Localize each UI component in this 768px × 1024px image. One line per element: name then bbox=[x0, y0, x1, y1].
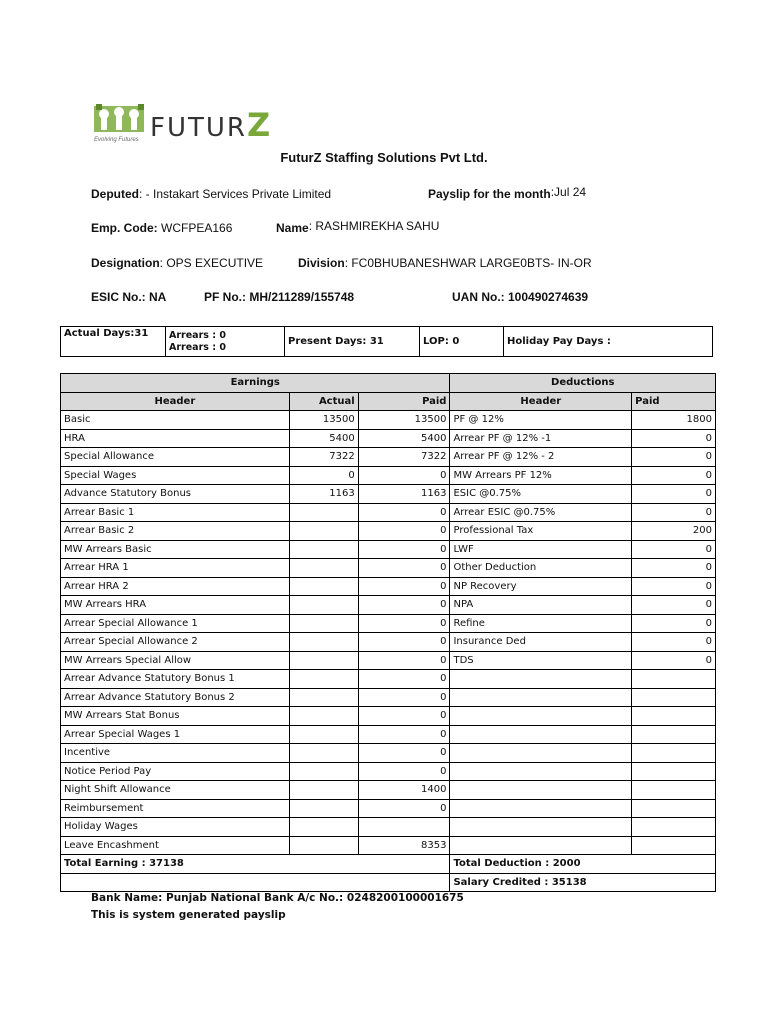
earning-paid: 1400 bbox=[358, 781, 450, 800]
table-row bbox=[61, 707, 716, 726]
table-row bbox=[61, 577, 716, 596]
actual-col: Actual bbox=[289, 392, 358, 411]
deduction-name bbox=[450, 707, 632, 726]
lop: LOP: 0 bbox=[420, 327, 504, 357]
earning-paid: 0 bbox=[358, 651, 450, 670]
deduction-name bbox=[450, 744, 632, 763]
earning-paid: 0 bbox=[358, 799, 450, 818]
company-logo bbox=[92, 100, 273, 146]
table-row bbox=[61, 429, 716, 448]
table-row bbox=[61, 836, 716, 855]
earning-name: Arrear HRA 2 bbox=[61, 577, 290, 596]
bank-details: Bank Name: Punjab National Bank A/c No.: 0248200100001675 bbox=[91, 892, 464, 904]
earning-actual bbox=[289, 522, 358, 541]
deduction-name bbox=[450, 688, 632, 707]
designation-line bbox=[91, 256, 263, 270]
earning-actual bbox=[289, 503, 358, 522]
name-value: : RASHMIREKHA SAHU bbox=[308, 219, 440, 233]
logo-wordmark: FUTURZ bbox=[150, 106, 273, 144]
earning-name: Arrear Advance Statutory Bonus 2 bbox=[61, 688, 290, 707]
deduction-paid: 0 bbox=[632, 633, 716, 652]
earning-paid: 0 bbox=[358, 614, 450, 633]
table-row bbox=[61, 781, 716, 800]
deduction-paid bbox=[632, 670, 716, 689]
earning-actual bbox=[289, 836, 358, 855]
paid-col: Paid bbox=[358, 392, 450, 411]
deduction-name: Arrear PF @ 12% -1 bbox=[450, 429, 632, 448]
deduction-name: TDS bbox=[450, 651, 632, 670]
deduction-paid: 0 bbox=[632, 596, 716, 615]
holiday-pay-days: Holiday Pay Days : bbox=[504, 327, 713, 357]
table-row bbox=[61, 725, 716, 744]
earning-actual bbox=[289, 540, 358, 559]
attendance-table bbox=[60, 326, 713, 357]
deduction-name: PF @ 12% bbox=[450, 411, 632, 430]
earning-actual: 0 bbox=[289, 466, 358, 485]
deduction-paid: 0 bbox=[632, 466, 716, 485]
payslip-month-label: Payslip for the month bbox=[428, 187, 551, 201]
present-days: Present Days: 31 bbox=[285, 327, 420, 357]
table-row bbox=[61, 799, 716, 818]
deduction-paid: 200 bbox=[632, 522, 716, 541]
deduction-paid: 0 bbox=[632, 540, 716, 559]
deduction-paid: 0 bbox=[632, 429, 716, 448]
earning-actual: 5400 bbox=[289, 429, 358, 448]
earning-paid: 8353 bbox=[358, 836, 450, 855]
earning-paid: 0 bbox=[358, 707, 450, 726]
arrears-value-2: Arrears : 0 bbox=[169, 341, 226, 353]
earning-actual bbox=[289, 577, 358, 596]
earning-paid: 0 bbox=[358, 725, 450, 744]
earning-name: Arrear Advance Statutory Bonus 1 bbox=[61, 670, 290, 689]
earning-name: MW Arrears HRA bbox=[61, 596, 290, 615]
earning-paid bbox=[358, 818, 450, 837]
earning-actual bbox=[289, 818, 358, 837]
table-row bbox=[61, 411, 716, 430]
deduction-name bbox=[450, 818, 632, 837]
table-row bbox=[61, 670, 716, 689]
hands-logo-icon bbox=[92, 100, 148, 138]
earning-name: Notice Period Pay bbox=[61, 762, 290, 781]
deduction-name: NP Recovery bbox=[450, 577, 632, 596]
earning-name: Special Wages bbox=[61, 466, 290, 485]
earning-actual: 1163 bbox=[289, 485, 358, 504]
deduction-paid-col: Paid bbox=[632, 392, 716, 411]
earning-actual: 13500 bbox=[289, 411, 358, 430]
payslip-month-value: :Jul 24 bbox=[550, 185, 587, 199]
earning-actual bbox=[289, 707, 358, 726]
earning-actual bbox=[289, 781, 358, 800]
table-row bbox=[61, 633, 716, 652]
deduction-paid: 0 bbox=[632, 577, 716, 596]
earning-name: HRA bbox=[61, 429, 290, 448]
earning-paid: 0 bbox=[358, 670, 450, 689]
earning-paid: 0 bbox=[358, 466, 450, 485]
deductions-header-col: Header bbox=[450, 392, 632, 411]
table-row bbox=[61, 744, 716, 763]
earning-paid: 5400 bbox=[358, 429, 450, 448]
earning-actual bbox=[289, 762, 358, 781]
earning-actual bbox=[289, 614, 358, 633]
earning-name: Incentive bbox=[61, 744, 290, 763]
earning-name: Arrear HRA 1 bbox=[61, 559, 290, 578]
table-row bbox=[61, 688, 716, 707]
deduction-name: Arrear PF @ 12% - 2 bbox=[450, 448, 632, 467]
table-row bbox=[61, 448, 716, 467]
earning-paid: 0 bbox=[358, 577, 450, 596]
deduction-paid bbox=[632, 688, 716, 707]
table-row bbox=[61, 614, 716, 633]
deduction-paid bbox=[632, 762, 716, 781]
deduction-name bbox=[450, 799, 632, 818]
earning-paid: 0 bbox=[358, 559, 450, 578]
earning-name: Arrear Special Allowance 1 bbox=[61, 614, 290, 633]
earning-actual bbox=[289, 799, 358, 818]
earning-name: Arrear Basic 2 bbox=[61, 522, 290, 541]
total-deduction: Total Deduction : 2000 bbox=[450, 855, 716, 874]
deduction-paid: 0 bbox=[632, 651, 716, 670]
deduction-paid bbox=[632, 836, 716, 855]
table-row bbox=[61, 596, 716, 615]
deduction-paid bbox=[632, 818, 716, 837]
deduction-name bbox=[450, 670, 632, 689]
earning-name: Reimbursement bbox=[61, 799, 290, 818]
uan-number: UAN No.: 100490274639 bbox=[452, 290, 589, 304]
table-row bbox=[61, 559, 716, 578]
earning-paid: 0 bbox=[358, 540, 450, 559]
emp-code-value: WCFPEA166 bbox=[157, 221, 233, 235]
earning-actual bbox=[289, 725, 358, 744]
earning-name: Leave Encashment bbox=[61, 836, 290, 855]
deduction-paid: 1800 bbox=[632, 411, 716, 430]
earning-actual: 7322 bbox=[289, 448, 358, 467]
emp-code-line bbox=[91, 221, 232, 235]
earning-actual bbox=[289, 688, 358, 707]
deduction-paid: 0 bbox=[632, 503, 716, 522]
deduction-name bbox=[450, 762, 632, 781]
earning-name: Advance Statutory Bonus bbox=[61, 485, 290, 504]
deduction-paid bbox=[632, 744, 716, 763]
earning-name: Special Allowance bbox=[61, 448, 290, 467]
division-line bbox=[298, 256, 592, 270]
deduction-name bbox=[450, 836, 632, 855]
earning-actual bbox=[289, 651, 358, 670]
deduction-name: LWF bbox=[450, 540, 632, 559]
table-row bbox=[61, 522, 716, 541]
deputed-label: Deputed bbox=[91, 187, 139, 201]
earning-paid: 0 bbox=[358, 762, 450, 781]
actual-days: Actual Days:31 bbox=[61, 327, 166, 357]
logo-tagline: Evolving Futures bbox=[94, 137, 139, 143]
designation-value: : OPS EXECUTIVE bbox=[159, 256, 264, 270]
deductions-title: Deductions bbox=[450, 374, 716, 393]
division-label: Division bbox=[298, 256, 345, 270]
division-value: : FC0BHUBANESHWAR LARGE0BTS- IN-OR bbox=[344, 256, 592, 270]
earning-actual bbox=[289, 596, 358, 615]
table-row bbox=[61, 762, 716, 781]
earning-actual bbox=[289, 744, 358, 763]
table-row bbox=[61, 503, 716, 522]
earning-name: Arrear Special Wages 1 bbox=[61, 725, 290, 744]
earning-paid: 7322 bbox=[358, 448, 450, 467]
earning-name: MW Arrears Stat Bonus bbox=[61, 707, 290, 726]
table-row bbox=[61, 818, 716, 837]
deduction-name: Arrear ESIC @0.75% bbox=[450, 503, 632, 522]
total-earning: Total Earning : 37138 bbox=[61, 855, 450, 874]
pf-number: PF No.: MH/211289/155748 bbox=[204, 290, 355, 304]
earning-paid: 0 bbox=[358, 744, 450, 763]
deputed-value: : - Instakart Services Private Limited bbox=[139, 187, 332, 201]
deduction-paid: 0 bbox=[632, 485, 716, 504]
earning-paid: 0 bbox=[358, 596, 450, 615]
earning-paid: 1163 bbox=[358, 485, 450, 504]
deduction-paid: 0 bbox=[632, 559, 716, 578]
designation-label: Designation bbox=[91, 256, 160, 270]
table-row bbox=[61, 651, 716, 670]
earnings-header-col: Header bbox=[61, 392, 290, 411]
earning-paid: 0 bbox=[358, 503, 450, 522]
arrears-cell bbox=[166, 327, 285, 357]
earning-name: Arrear Basic 1 bbox=[61, 503, 290, 522]
deduction-paid bbox=[632, 707, 716, 726]
earning-name: Arrear Special Allowance 2 bbox=[61, 633, 290, 652]
table-row bbox=[61, 540, 716, 559]
deduction-name: Refine bbox=[450, 614, 632, 633]
earning-paid: 0 bbox=[358, 522, 450, 541]
deduction-paid bbox=[632, 725, 716, 744]
name-label: Name bbox=[276, 221, 309, 235]
earning-name: MW Arrears Basic bbox=[61, 540, 290, 559]
emp-code-label: Emp. Code: bbox=[91, 221, 158, 235]
earning-name: Basic bbox=[61, 411, 290, 430]
company-name: FuturZ Staffing Solutions Pvt Ltd. bbox=[280, 150, 488, 165]
earning-paid: 0 bbox=[358, 633, 450, 652]
deduction-paid: 0 bbox=[632, 448, 716, 467]
deduction-name bbox=[450, 781, 632, 800]
name-line bbox=[276, 221, 439, 235]
deduction-paid bbox=[632, 799, 716, 818]
earnings-title: Earnings bbox=[61, 374, 450, 393]
salary-credited: Salary Credited : 35138 bbox=[450, 873, 716, 892]
earning-actual bbox=[289, 559, 358, 578]
earning-actual bbox=[289, 670, 358, 689]
earnings-deductions-table bbox=[60, 373, 716, 892]
deduction-paid: 0 bbox=[632, 614, 716, 633]
table-row bbox=[61, 466, 716, 485]
deduction-name: Professional Tax bbox=[450, 522, 632, 541]
deduction-name: Insurance Ded bbox=[450, 633, 632, 652]
deduction-name: NPA bbox=[450, 596, 632, 615]
deputed-line bbox=[91, 187, 331, 201]
empty-cell bbox=[61, 873, 450, 892]
earning-name: Holiday Wages bbox=[61, 818, 290, 837]
table-row bbox=[61, 485, 716, 504]
deduction-name bbox=[450, 725, 632, 744]
earning-name: MW Arrears Special Allow bbox=[61, 651, 290, 670]
esic-number: ESIC No.: NA bbox=[91, 290, 167, 304]
earning-paid: 13500 bbox=[358, 411, 450, 430]
arrears-value-1: Arrears : 0 bbox=[169, 329, 226, 341]
earning-name: Night Shift Allowance bbox=[61, 781, 290, 800]
earning-paid: 0 bbox=[358, 688, 450, 707]
earning-actual bbox=[289, 633, 358, 652]
payslip-month-line bbox=[428, 187, 586, 201]
deduction-name: ESIC @0.75% bbox=[450, 485, 632, 504]
deduction-name: Other Deduction bbox=[450, 559, 632, 578]
deduction-name: MW Arrears PF 12% bbox=[450, 466, 632, 485]
deduction-paid bbox=[632, 781, 716, 800]
system-generated-note: This is system generated payslip bbox=[91, 909, 286, 921]
